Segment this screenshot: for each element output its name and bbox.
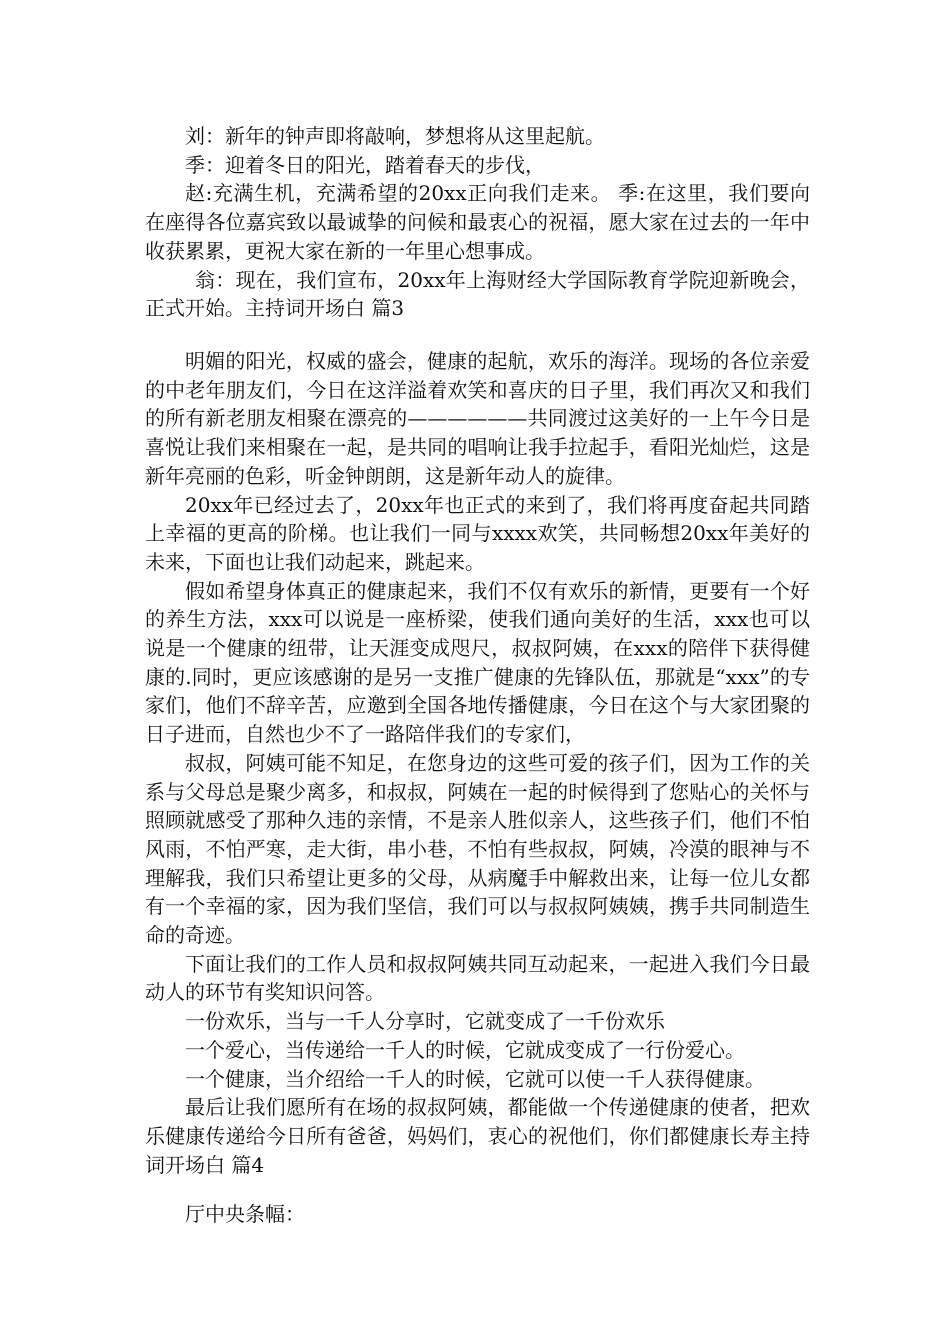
paragraph: 季：迎着冬日的阳光，踏着春天的步伐， — [185, 152, 545, 177]
paragraph: 下面让我们的工作人员和叔叔阿姨共同互动起来，一起进入我们今日最动人的环节有奖知识问答。 — [145, 951, 810, 1005]
paragraph: 最后让我们愿所有在场的叔叔阿姨，都能做一个传递健康的使者，把欢乐健康传递给今日所有爸爸，妈妈们，衷心的祝他们，你们都健康长寿主持词开场白 篇4 — [145, 1095, 810, 1177]
paragraph: 赵:充满生机，充满希望的20xx正向我们走来。 季:在这里，我们要向在座得各位嘉宾致以最诚挚的问候和最衷心的祝福，愿大家在过去的一年中收获累累，更祝大家在新的一年里心想事成。 — [145, 181, 810, 263]
paragraph: 刘：新年的钟声即将敲响，梦想将从这里起航。 — [185, 124, 605, 148]
section-2 — [145, 347, 810, 1179]
paragraph: 叔叔，阿姨可能不知足，在您身边的这些可爱的孩子们，因为工作的关系与父母总是聚少离多，和叔叔，阿姨在一起的时候得到了您贴心的关怀与照顾就感受了那种久违的亲情，不是亲人胜似亲人，这些孩子们，他们不怕风雨，不怕严寒，走大街，串小巷，不怕有些叔叔，阿姨，冷漠的眼神与不理解我，我们只希望让更多的父母，从病魔手中解救出来，让每一位儿女都有一个幸福的家，因为我们坚信，我们可以与叔叔阿姨姨，携手共同制造生命的奇迹。 — [145, 750, 810, 948]
paragraph: 20xx年已经过去了，20xx年也正式的来到了，我们将再度奋起共同踏上幸福的更高的阶梯。也让我们一同与xxxx欢笑，共同畅想20xx年美好的未来，下面也让我们动起来，跳起来。 — [145, 492, 810, 574]
paragraph: 假如希望身体真正的健康起来，我们不仅有欢乐的新情，更要有一个好的养生方法，xxx可以说是一座桥梁，使我们通向美好的生活，xxx也可以说是一个健康的纽带，让天涯变成咫尺，叔叔阿姨，在xxx的陪伴下获得健康的.同时，更应该感谢的是另一支推广健康的先锋队伍，那就是“xxx”的专家们，他们不辞辛苦，应邀到全国各地传播健康，今日在这个与大家团聚的日子进而，自然也少不了一路陪伴我们的专家们， — [145, 578, 810, 747]
paragraph: 一个健康，当介绍给一千人的时候，它就可以使一千人获得健康。 — [185, 1066, 765, 1091]
section-1 — [145, 122, 810, 323]
paragraph: 厅中央条幅： — [185, 1202, 305, 1226]
paragraph: 一个爱心，当传递给一千人的时候，它就成变成了一行份爱心。 — [185, 1037, 745, 1062]
paragraph: 翁：现在，我们宣布，20xx年上海财经大学国际教育学院迎新晚会，正式开始。主持词开场白 篇3 — [145, 267, 810, 321]
paragraph: 一份欢乐，当与一千人分享时，它就变成了一千份欢乐 — [185, 1009, 665, 1034]
paragraph: 明媚的阳光，权威的盛会，健康的起航，欢乐的海洋。现场的各位亲爱的中老年朋友们，今日在这洋溢着欢笑和喜庆的日子里，我们再次又和我们的所有新老朋友相聚在漂亮的——————共同渡过这美好的一上午今日是喜悦让我们来相聚在一起，是共同的唱响让我手拉起手，看阳光灿烂，这是新年亮丽的色彩，听金钟朗朗，这是新年动人的旋律。 — [145, 349, 810, 488]
section-3 — [145, 1200, 810, 1229]
